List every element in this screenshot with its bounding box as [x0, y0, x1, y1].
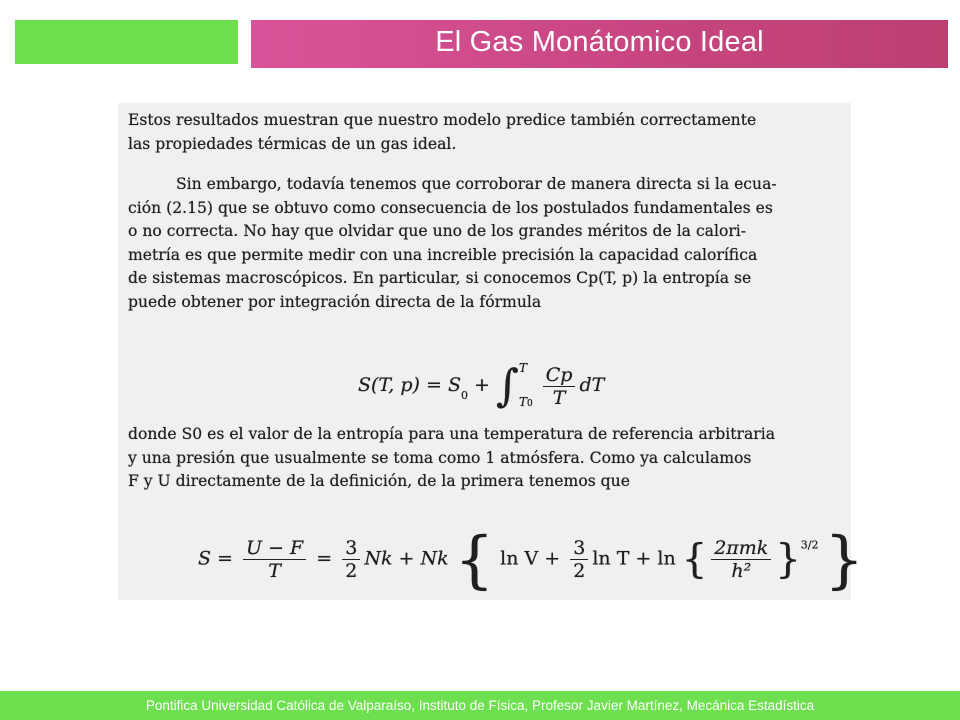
paragraph-2 — [128, 173, 850, 314]
paragraph-1 — [128, 109, 850, 156]
text-line: y una presión que usualmente se toma como 1 atmósfera. Como ya calculamos — [128, 448, 752, 467]
fraction-denominator: 2 — [573, 560, 586, 582]
upper-limit: T — [518, 361, 527, 375]
lower-limit-sub: 0 — [526, 399, 533, 409]
fraction-numerator: 3 — [342, 537, 360, 560]
integral-limits — [519, 351, 533, 421]
entropy-integral-formula — [358, 351, 851, 421]
formula-lhs: S(T, p) = S — [358, 374, 461, 396]
text-line: donde S0 es el valor de la entropía para una temperatura de referencia arbitraria — [128, 425, 776, 443]
formula-sub: 0 — [460, 389, 468, 402]
text-line: F y U directamente de la definición, de la primera tenemos que — [128, 472, 630, 490]
text-line: ción (2.15) que se obtuvo como consecuencia de los postulados fundamentales es — [128, 198, 773, 217]
fraction-denominator: h² — [731, 560, 752, 582]
fraction-denominator: 2 — [345, 560, 358, 582]
fraction-numerator: 3 — [570, 537, 588, 560]
entropy-expression-formula — [198, 523, 864, 596]
exponent: 3/2 — [800, 538, 819, 552]
right-brace: } — [824, 523, 864, 596]
formula-plus: + — [474, 374, 490, 396]
fraction-denominator: T — [268, 560, 281, 582]
formula-mid: Nk + Nk — [364, 547, 449, 570]
formula-ln1: ln V + — [500, 547, 561, 570]
fraction-denominator: T — [552, 386, 566, 409]
formula-tail: dT — [579, 374, 605, 396]
header-green-block — [15, 20, 238, 64]
footer-bar — [0, 691, 960, 720]
fraction — [543, 364, 576, 409]
right-paren: } — [775, 536, 801, 583]
left-brace: { — [454, 523, 495, 596]
text-line: Estos resultados muestran que nuestro modelo predice también correctamente — [128, 111, 757, 129]
footer-text: Pontifica Universidad Católica de Valparaíso, Instituto de Física, Profesor Javier Martínez, Mecánica Estadística — [145, 698, 815, 713]
formula-ln2: ln T + ln — [592, 547, 676, 570]
scanned-page — [118, 103, 864, 600]
integral-sign: ∫ — [496, 360, 519, 412]
text-line: metría es que permite medir con una increible precisión la capacidad calorífica — [128, 245, 758, 264]
text-line: Sin embargo, todavía tenemos que corroborar de manera directa si la ecua- — [176, 175, 777, 193]
slide-title: El Gas Monátomico Ideal — [435, 26, 764, 58]
fraction-numerator: U − F — [243, 537, 306, 560]
fraction — [570, 537, 588, 582]
text-line: o no correcta. No hay que olvidar que uno de los grandes méritos de la calori- — [128, 222, 747, 240]
text-line: de sistemas macroscópicos. En particular, si conocemos Cp(T, p) la entropía se — [128, 269, 752, 287]
fraction-numerator: 2πmk — [711, 537, 771, 560]
fraction-numerator: Cp — [543, 364, 576, 387]
paragraph-3 — [128, 423, 850, 494]
text-line: las propiedades térmicas de un gas ideal. — [128, 134, 457, 153]
fraction — [711, 537, 771, 582]
fraction — [342, 537, 360, 582]
lower-limit-wrap — [519, 385, 533, 421]
fraction — [243, 537, 306, 582]
formula-eq: = — [316, 547, 333, 570]
title-bar — [251, 20, 948, 68]
lower-limit: T — [518, 395, 527, 409]
formula-lhs: S = — [198, 547, 233, 570]
left-paren: { — [681, 536, 708, 583]
text-line: puede obtener por integración directa de la fórmula — [128, 292, 542, 311]
